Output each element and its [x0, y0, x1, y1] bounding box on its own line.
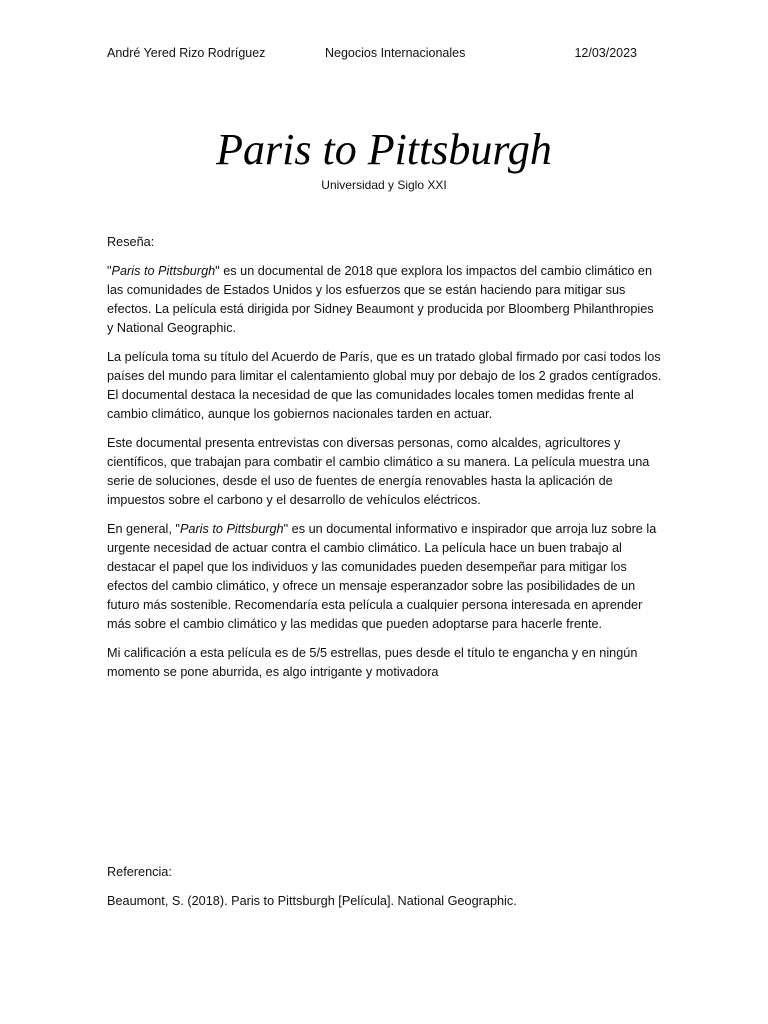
review-label: Reseña:	[107, 235, 155, 249]
review-paragraph-3: Este documental presenta entrevistas con diversas personas, como alcaldes, agricultores y científicos, que trabajan para combatir el cambio climático a su manera. La película muestra una serie de soluciones, desde el uso de fuentes de energía renovables hasta la aplicación de impuestos sobre el carbono y el desarrollo de vehículos eléctricos.	[107, 436, 650, 507]
film-title-italic: Paris to Pittsburgh	[111, 264, 216, 278]
review-section	[107, 233, 663, 692]
document-subtitle: Universidad y Siglo XXI	[321, 178, 447, 192]
film-title-italic: Paris to Pittsburgh	[179, 522, 284, 536]
document-date: 12/03/2023	[574, 46, 637, 60]
review-paragraph-1	[107, 262, 663, 338]
references-section	[107, 863, 663, 921]
review-paragraph-2: La película toma su título del Acuerdo de París, que es un tratado global firmado por casi todos los países del mundo para limitar el calentamiento global muy por debajo de los 2 grados centígrados. El documental destaca la necesidad de que las comunidades locales tomen medidas frente al cambio climático, aunque los gobiernos nacionales tarden en actuar.	[107, 350, 662, 421]
author-name: André Yered Rizo Rodríguez	[107, 46, 266, 60]
document-header	[107, 46, 637, 64]
quote-open: "	[107, 264, 112, 278]
review-paragraph-4	[107, 520, 663, 634]
reference-citation: Beaumont, S. (2018). Paris to Pittsburgh [Película]. National Geographic.	[107, 894, 517, 908]
paragraph-text: " es un documental de 2018 que explora los impactos del cambio climático en las comunidades de Estados Unidos y los esfuerzos que se están haciendo para mitigar sus efectos. La película está dirigida por Sidney Beaumont y producida por Bloomberg Philanthropies y National Geographic.	[107, 264, 654, 335]
paragraph-prefix: En general, "	[107, 522, 180, 536]
course-name: Negocios Internacionales	[325, 46, 466, 60]
document-title: Paris to Pittsburgh	[216, 125, 552, 174]
paragraph-text: " es un documental informativo e inspirador que arroja luz sobre la urgente necesidad de actuar contra el cambio climático. La película hace un buen trabajo al destacar el papel que los individuos y las comunidades pueden desempeñar para mitigar los efectos del cambio climático, y ofrece un mensaje esperanzador sobre las posibilidades de un futuro más sostenible. Recomendaría esta película a cualquier persona interesada en aprender más sobre el cambio climático y las medidas que pueden adoptarse para hacerle frente.	[107, 522, 657, 631]
references-label: Referencia:	[107, 865, 172, 879]
review-paragraph-5: Mi calificación a esta película es de 5/5 estrellas, pues desde el título te engancha y en ningún momento se pone aburrida, es algo intrigante y motivadora	[107, 646, 638, 679]
